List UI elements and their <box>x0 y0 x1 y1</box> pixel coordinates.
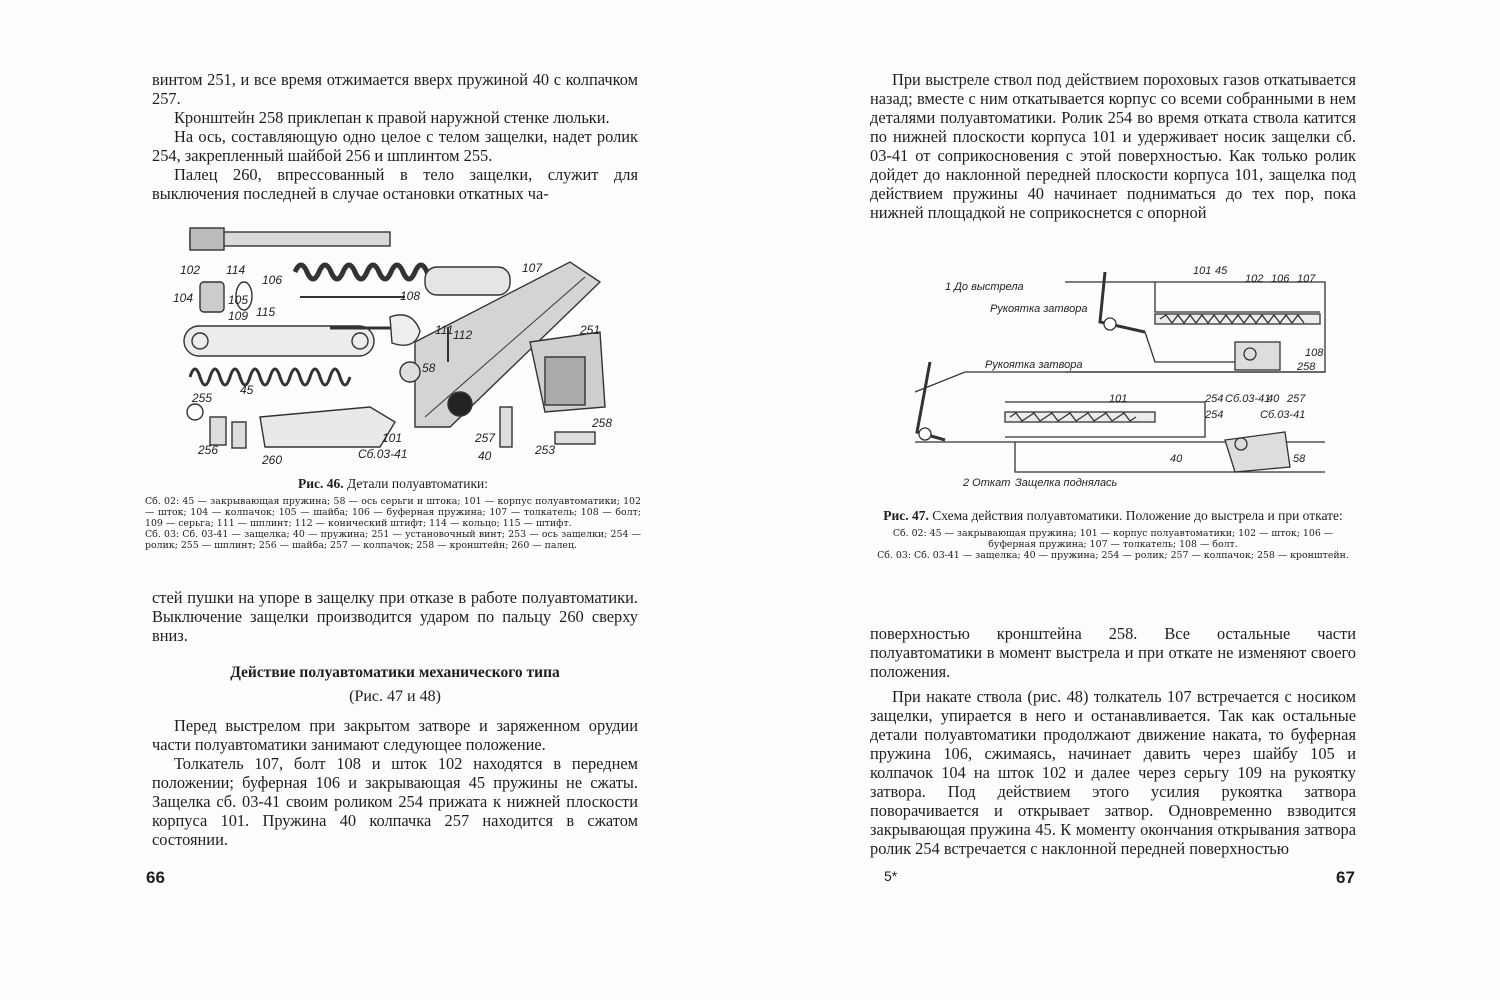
figure-legend: Сб. 03: Сб. 03-41 — защелка; 40 — пружина; 254 — ролик; 257 — колпачок; 258 — кронштейн. <box>877 550 1349 561</box>
schematic-number: 58 <box>1293 453 1306 465</box>
fig46-label: 256 <box>198 443 219 457</box>
left-middle-text <box>152 588 638 645</box>
fig46-label: 109 <box>228 309 249 323</box>
left-top-text <box>152 70 638 203</box>
schematic-number: 254 <box>1205 409 1224 421</box>
schematic-number: 40 <box>1170 453 1183 465</box>
schematic-number: 101 <box>1193 265 1212 277</box>
left-bottom-text <box>152 716 638 849</box>
section-heading-block <box>152 664 638 706</box>
schematic-number: 101 <box>1109 393 1128 405</box>
figure-legend: Сб. 02: 45 — закрывающая пружина; 58 — ось серьги и штока; 101 — корпус полуавтоматики; 102 — шток; 104 — колпачок; 105 — шайба; 106 — буферная пружина; 107 — толкатель; 108 — болт; 109 — серьга; 111 — шплинт; 112 — конический штифт; 114 — кольцо; 115 — штифт. <box>145 496 641 529</box>
fig46-label: 106 <box>262 273 283 287</box>
right-top-text <box>870 70 1356 222</box>
fig46-label: Сб.03-41 <box>358 447 408 461</box>
paragraph: При накате ствола (рис. 48) толкатель 107 встречается с носиком защелки, упирается в него и останавливается. Так как остальные детали полуавтоматики продолжают движение наката, то буферная пружина 106, сжимаясь, начинает давить через шайбу 105 и колпачок 104 на шток 102 и далее через серьгу 109 на рукоятку затвора. Под действием этого усилия рукоятка затвора поворачивается и открывает затвор. Одновременно взводится закрывающая пружина 45. К моменту окончания открывания затвора ролик 254 встречается с наклонной передней поверхностью <box>870 687 1356 858</box>
fig46-label: 107 <box>522 261 543 275</box>
fig46-label: 102 <box>180 263 201 277</box>
fig46-label: 255 <box>192 391 213 405</box>
signature-mark: 5* <box>884 868 898 884</box>
figure-caption <box>145 476 641 492</box>
figure-legend: Сб. 03: Сб. 03-41 — защелка; 40 — пружина; 251 — установочный винт; 253 — ось защелки; 254 — ролик; 255 — шплинт; 256 — шайба; 257 — колпачок; 258 — кронштейн; 260 — палец. <box>145 529 641 551</box>
figure-legend: Сб. 02: 45 — закрывающая пружина; 101 — корпус полуавтоматики; 102 — шток; 106 — буферная пружина; 107 — толкатель; 108 — болт. <box>892 528 1334 550</box>
right-bottom-text <box>870 624 1356 858</box>
schematic-number: 107 <box>1297 273 1316 285</box>
paragraph: Палец 260, впрессованный в тело защелки, служит для выключения последней в случае остановки откатных ча- <box>152 165 638 203</box>
figure-46-illustration <box>170 222 630 472</box>
fig46-label: 105 <box>228 293 249 307</box>
paragraph: винтом 251, и все время отжимается вверх пружиной 40 с колпачком 257. <box>152 70 638 108</box>
paragraph: Перед выстрелом при закрытом затворе и заряженном орудии части полуавтоматики занимают следующее положение. <box>152 716 638 754</box>
schematic-number: 40 <box>1267 393 1280 405</box>
schematic-number: 257 <box>1287 393 1306 405</box>
fig46-label: 40 <box>478 449 492 463</box>
figure-47-schematic <box>905 262 1335 494</box>
fig46-label: 45 <box>240 383 254 397</box>
paragraph: На ось, составляющую одно целое с телом защелки, надет ролик 254, закрепленный шайбой 256 и шплинтом 255. <box>152 127 638 165</box>
fig46-label: 251 <box>580 323 601 337</box>
fig46-label: 101 <box>382 431 403 445</box>
page-number: 66 <box>146 868 165 887</box>
fig46-label: 260 <box>262 453 283 467</box>
schematic-number: 102 <box>1245 273 1264 285</box>
paragraph: поверхностью кронштейна 258. Все остальные части полуавтоматики в момент выстрела и при откате не изменяют своего положения. <box>870 624 1356 681</box>
figure-number: Рис. 46. <box>297 476 344 491</box>
figure-46-caption-block <box>145 476 641 551</box>
schematic-number: 258 <box>1297 361 1316 373</box>
fig46-label: 58 <box>422 361 436 375</box>
section-heading: Действие полуавтоматики механического типа <box>230 664 560 681</box>
figure-title: Схема действия полуавтоматики. Положение до выстрела и при откате: <box>932 508 1343 523</box>
figure-title: Детали полуавтоматики: <box>347 476 488 491</box>
schematic-number: 108 <box>1305 347 1324 359</box>
fig46-label: 111 <box>435 323 454 337</box>
fig46-label: 108 <box>400 289 421 303</box>
schematic-number: 45 <box>1215 265 1228 277</box>
paragraph: Толкатель 107, болт 108 и шток 102 находятся в переднем положении; буферная 106 и закрывающая 45 пружины не сжаты. Защелка сб. 03-41 своим роликом 254 прижата к нижней плоскости корпуса 101. Пружина 40 колпачка 257 находится в сжатом состоянии. <box>152 754 638 849</box>
schematic-label: 2 Откат <box>963 477 1011 489</box>
parts-drawing <box>170 222 630 472</box>
paragraph: стей пушки на упоре в защелку при отказе в работе полуавтоматики. Выключение защелки производится ударом по пальцу 260 сверху вниз. <box>152 588 638 645</box>
schematic-label: Рукоятка затвора <box>985 359 1083 371</box>
schematic-number: Сб.03-41 <box>1225 393 1271 405</box>
figure-number: Рис. 47. <box>883 508 929 523</box>
schematic-number: Сб.03-41 <box>1260 409 1306 421</box>
schematic-label: Защелка поднялась <box>1015 477 1118 489</box>
fig46-label: 114 <box>226 263 246 277</box>
schematic-number: 254 <box>1205 393 1224 405</box>
fig46-label: 258 <box>592 416 613 430</box>
fig46-label: 257 <box>475 431 496 445</box>
section-subheading: (Рис. 47 и 48) <box>349 688 441 705</box>
page-number: 67 <box>1336 868 1355 887</box>
paragraph: Кронштейн 258 приклепан к правой наружной стенке люльки. <box>174 108 610 127</box>
fig46-label: 112 <box>453 328 473 342</box>
right-page <box>750 0 1500 1000</box>
schematic-label: 1 До выстрела <box>945 281 1024 293</box>
fig46-label: 104 <box>173 291 194 305</box>
schematic-label: Рукоятка затвора <box>990 303 1088 315</box>
figure-caption <box>870 508 1356 524</box>
figure-47-caption-block <box>870 508 1356 561</box>
paragraph: При выстреле ствол под действием пороховых газов откатывается назад; вместе с ним откатывается корпус со всеми собранными в нем деталями полуавтоматики. Ролик 254 во время отката ствола катится по нижней плоскости корпуса 101 и удерживает носик защелки сб. 03-41 от соприкосновения с этой поверхностью. Как только ролик дойдет до наклонной передней плоскости корпуса 101, защелка под действием пружины 40 начинает подниматься до тех пор, пока нижней площадкой не соприкоснется с опорной <box>870 70 1356 222</box>
schematic-drawing <box>905 262 1335 494</box>
schematic-number: 106 <box>1271 273 1290 285</box>
fig46-label: 253 <box>535 443 556 457</box>
fig46-label: 115 <box>256 305 276 319</box>
